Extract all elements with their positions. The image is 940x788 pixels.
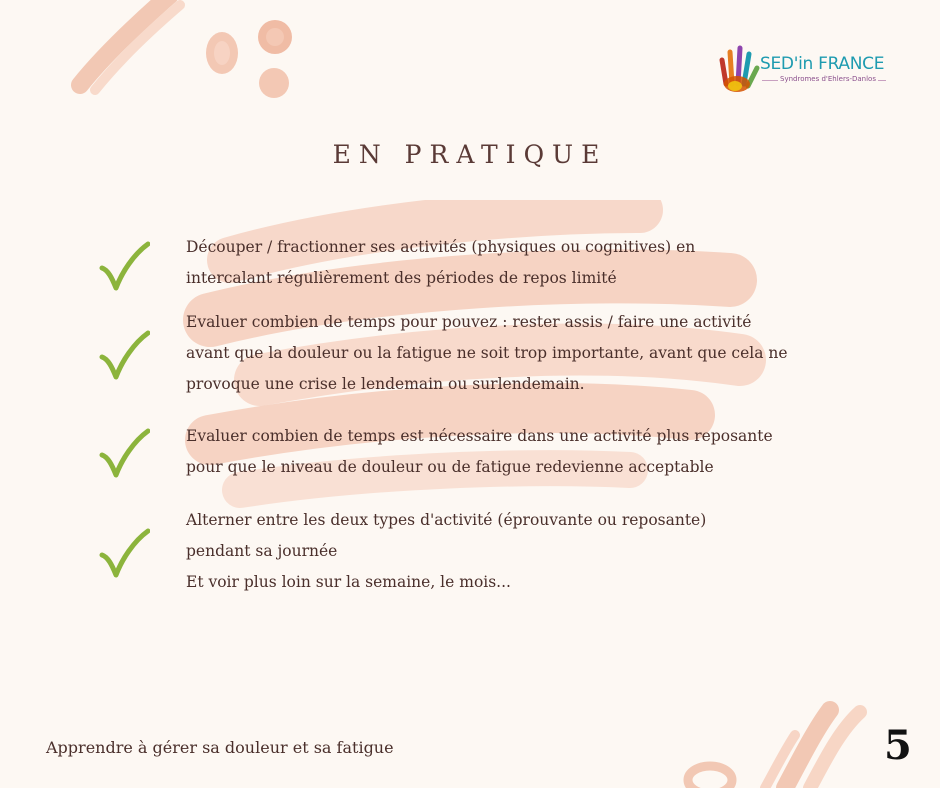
footer-caption: Apprendre à gérer sa douleur et sa fatigue bbox=[46, 738, 394, 757]
decorative-brush-stroke bbox=[680, 700, 880, 788]
decorative-paint-dots bbox=[195, 10, 305, 105]
list-item-text bbox=[186, 505, 826, 598]
checkmark-icon bbox=[98, 329, 150, 381]
list-item-line: Evaluer combien de temps pour pouvez : rester assis / faire une activité bbox=[186, 313, 752, 331]
list-item-line: Evaluer combien de temps est nécessaire dans une activité plus reposante bbox=[186, 427, 773, 445]
list-item-text bbox=[186, 421, 826, 483]
page-number: 5 bbox=[884, 722, 912, 769]
checkmark-icon bbox=[98, 427, 150, 479]
list-item-line: provoque une crise le lendemain ou surlendemain. bbox=[186, 375, 585, 393]
logo bbox=[716, 40, 896, 96]
logo-title: SED'in FRANCE bbox=[760, 54, 885, 74]
list-item-line: pendant sa journée bbox=[186, 542, 338, 560]
list-item-line: Alterner entre les deux types d'activité (éprouvante ou reposante) bbox=[186, 511, 707, 529]
list-item-line: avant que la douleur ou la fatigue ne soit trop importante, avant que cela ne bbox=[186, 344, 788, 362]
list-item-line: Découper / fractionner ses activités (physiques ou cognitives) en bbox=[186, 238, 696, 256]
list-item-line: pour que le niveau de douleur ou de fatigue redevienne acceptable bbox=[186, 458, 714, 476]
checkmark-icon bbox=[98, 240, 150, 292]
list-item-line: intercalant régulièrement des périodes de repos limité bbox=[186, 269, 617, 287]
list-item-line: Et voir plus loin sur la semaine, le mois... bbox=[186, 573, 511, 591]
hands-logo-icon bbox=[716, 40, 762, 94]
decorative-brush-stroke bbox=[60, 0, 190, 100]
checkmark-icon bbox=[98, 527, 150, 579]
page-title: EN PRATIQUE bbox=[332, 140, 608, 169]
logo-subtitle: Syndromes d'Ehlers-Danlos bbox=[780, 75, 876, 83]
list-item-text bbox=[186, 307, 826, 400]
list-item-text bbox=[186, 232, 826, 294]
